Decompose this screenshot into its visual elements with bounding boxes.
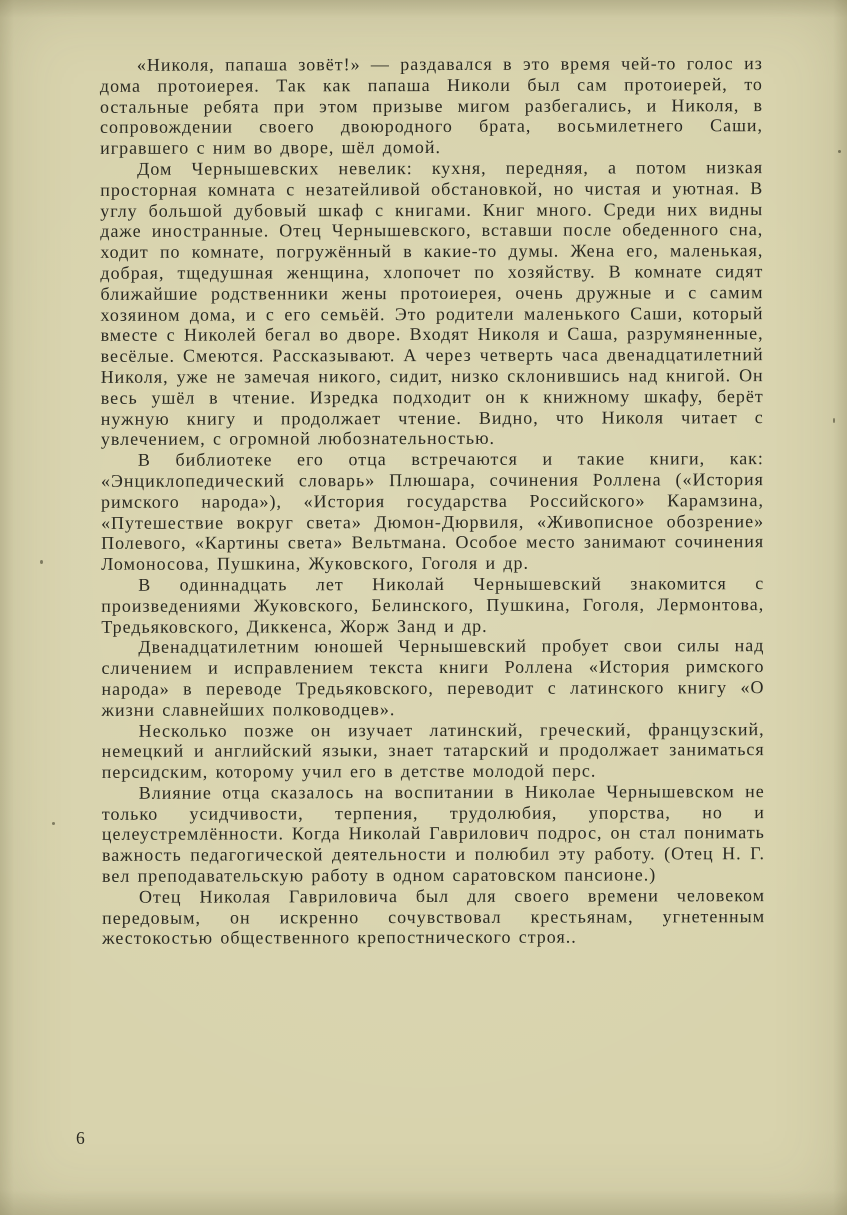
paragraph: Влияние отца сказалось на воспитании в Николае Чернышевском не только усидчивости, терпения, трудолюбия, упорства, но и целеустремлённости. Когда Николай Гаврилович подрос, он стал понимать важность педагогической деятельности и полюбил эту работу. (Отец Н. Г. вел преподавательскую работу в одном саратовском пансионе.) — [101, 781, 765, 886]
paragraph: Несколько позже он изучает латинский, греческий, французский, немецкий и английский языки, знает татарский и продолжает заниматься персидским, которому учил его в детстве молодой перс. — [101, 718, 765, 782]
paragraph: Двенадцатилетним юношей Чернышевский пробует свои силы над сличением и исправлением текста книги Роллена «История римского народа» в переводе Тредьяковского, переводит с латинского книгу «О жизни славнейших полководцев». — [101, 635, 765, 720]
paragraph: В библиотеке его отца встречаются и такие книги, как: «Энциклопедический словарь» Плюшара, сочинения Роллена («История римского народа»), «История государства Российского» Карамзина, «Путешествие вокруг света» Дюмон-Дюрвиля, «Живописное обозрение» Полевого, «Картины света» Вельтмана. Особое место занимают сочинения Ломоносова, Пушкина, Жуковского, Гоголя и др. — [100, 448, 765, 574]
paragraph: В одиннадцать лет Николай Чернышевский знакомится с произведениями Жуковского, Белинского, Пушкина, Гоголя, Лермонтова, Тредьяковского, Диккенса, Жорж Занд и др. — [101, 573, 765, 637]
text-column — [100, 53, 765, 949]
paragraph: Отец Николая Гавриловича был для своего времени человеком передовым, он искренно сочувствовал крестьянам, угнетенным жестокостью общественного крепостнического строя.. — [102, 885, 766, 949]
paragraph: Дом Чернышевских невелик: кухня, передняя, а потом низкая просторная комната с незатейливой обстановкой, но чистая и уютная. В углу большой дубовый шкаф с книгами. Книг много. Среди них видны даже иностранные. Отец Чернышевского, вставши после обеденного сна, ходит по комнате, погружённый в какие-то думы. Жена его, маленькая, добрая, тщедушная женщина, хлопочет по хозяйству. В комнате сидят ближайшие родственники жены протоиерея, очень дружные и с самим хозяином дома, и с его семьёй. Это родители маленького Саши, который вместе с Николей бегал во дворе. Входят Николя и Саша, разрумяненные, весёлые. Смеются. Рассказывают. А через четверть часа двенадцатилетний Николя, уже не замечая никого, сидит, низко склонившись над книгой. Он весь ушёл в чтение. Изредка подходит он к книжному шкафу, берёт нужную книгу и продолжает чтение. Видно, что Николя читает с увлечением, с огромной любознательностью. — [100, 157, 764, 450]
scan-artifact — [40, 560, 43, 564]
scan-artifact — [52, 822, 55, 825]
scan-artifact — [838, 150, 841, 153]
page-number: 6 — [76, 1128, 86, 1148]
scan-artifact — [833, 418, 835, 423]
paragraph: «Николя, папаша зовёт!» — раздавался в это время чей-то голос из дома протоиерея. Так как папаша Николи был сам протоиерей, то остальные ребята при этом призыве мигом разбегались, и Николя, в сопровождении своего двоюродного брата, восьмилетнего Саши, игравшего с ним во дворе, шёл домой. — [99, 53, 764, 159]
